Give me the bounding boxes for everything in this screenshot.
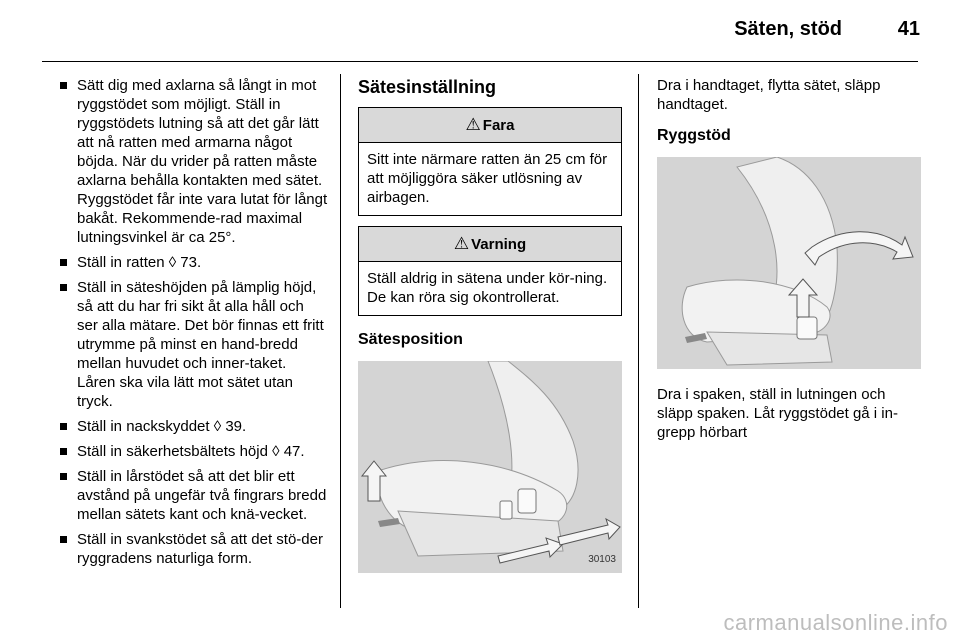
warning-notice (358, 226, 622, 316)
figure-label: 30103 (588, 554, 616, 565)
list-item: Ställ in svankstödet så att det stö-der ryggradens naturliga form. (62, 530, 328, 568)
header-title: Säten, stöd (734, 18, 842, 40)
bullet-square-icon (60, 423, 67, 430)
column-2 (358, 76, 622, 573)
header-rule (42, 61, 918, 62)
warning-text: Ställ aldrig in sätena under kör-ning. De kan röra sig okontrollerat. (367, 270, 608, 306)
seat-illustration-icon (358, 361, 622, 573)
bullet-square-icon (60, 448, 67, 455)
column-divider (638, 74, 639, 608)
page-number: 41 (897, 18, 920, 40)
list-item: Ställ in ratten ◊ 73. (62, 253, 328, 272)
danger-notice (358, 107, 622, 216)
warning-triangle-icon: ⚠ (465, 115, 481, 134)
seat-position-illustration (358, 361, 622, 573)
sub-heading-seat-position: Sätesposition (358, 331, 463, 348)
watermark: carmanualsonline.info (723, 610, 948, 635)
section-heading: Sätesinställning (358, 77, 497, 97)
list-item: Ställ in säteshöjden på lämplig höjd, så att du har fri sikt åt alla håll och ser alla mätare. Det bör finnas ett fritt utrymme på minst en hand-bredd mellan huvudet och inner-taket. Låren ska vila lätt mot sätet utan tryck. (62, 278, 328, 411)
bullet-square-icon (60, 536, 67, 543)
instruction-text: Dra i spaken, ställ in lutningen och släpp spaken. Låt ryggstödet gå i in-grepp hörbart (657, 386, 898, 441)
column-3 (657, 76, 921, 442)
backrest-illustration (657, 157, 921, 369)
sub-heading-backrest: Ryggstöd (657, 127, 731, 144)
bullet-square-icon (60, 284, 67, 291)
danger-title: Fara (482, 117, 515, 134)
list-item: Sätt dig med axlarna så långt in mot ryggstödet som möjligt. Ställ in ryggstödets lutning så att det går lätt att nå ratten med armarna något böjda. När du vrider på ratten måste axlarna behålla kontakten med sätet. Ryggstödet får inte vara lutat för långt bakåt. Rekommende-rad maximal lutningsvinkel är ca 25°. (62, 76, 328, 247)
bullet-square-icon (60, 473, 67, 480)
danger-text: Sitt inte närmare ratten än 25 cm för att möjliggöra säker utlösning av airbagen. (367, 151, 608, 206)
column-divider (340, 74, 341, 608)
bullet-square-icon (60, 82, 67, 89)
list-item: Ställ in nackskyddet ◊ 39. (62, 417, 328, 436)
warning-title: Varning (471, 236, 527, 253)
seat-illustration-icon (657, 157, 921, 369)
instruction-text: Dra i handtaget, flytta sätet, släpp handtaget. (657, 77, 881, 113)
list-item: Ställ in säkerhetsbältets höjd ◊ 47. (62, 442, 328, 461)
warning-triangle-icon: ⚠ (453, 234, 470, 253)
column-1 (62, 76, 328, 574)
list-item: Ställ in lårstödet så att det blir ett avstånd på ungefär två fingrars bredd mellan sätets kant och knä-vecket. (62, 467, 328, 524)
bullet-square-icon (60, 259, 67, 266)
